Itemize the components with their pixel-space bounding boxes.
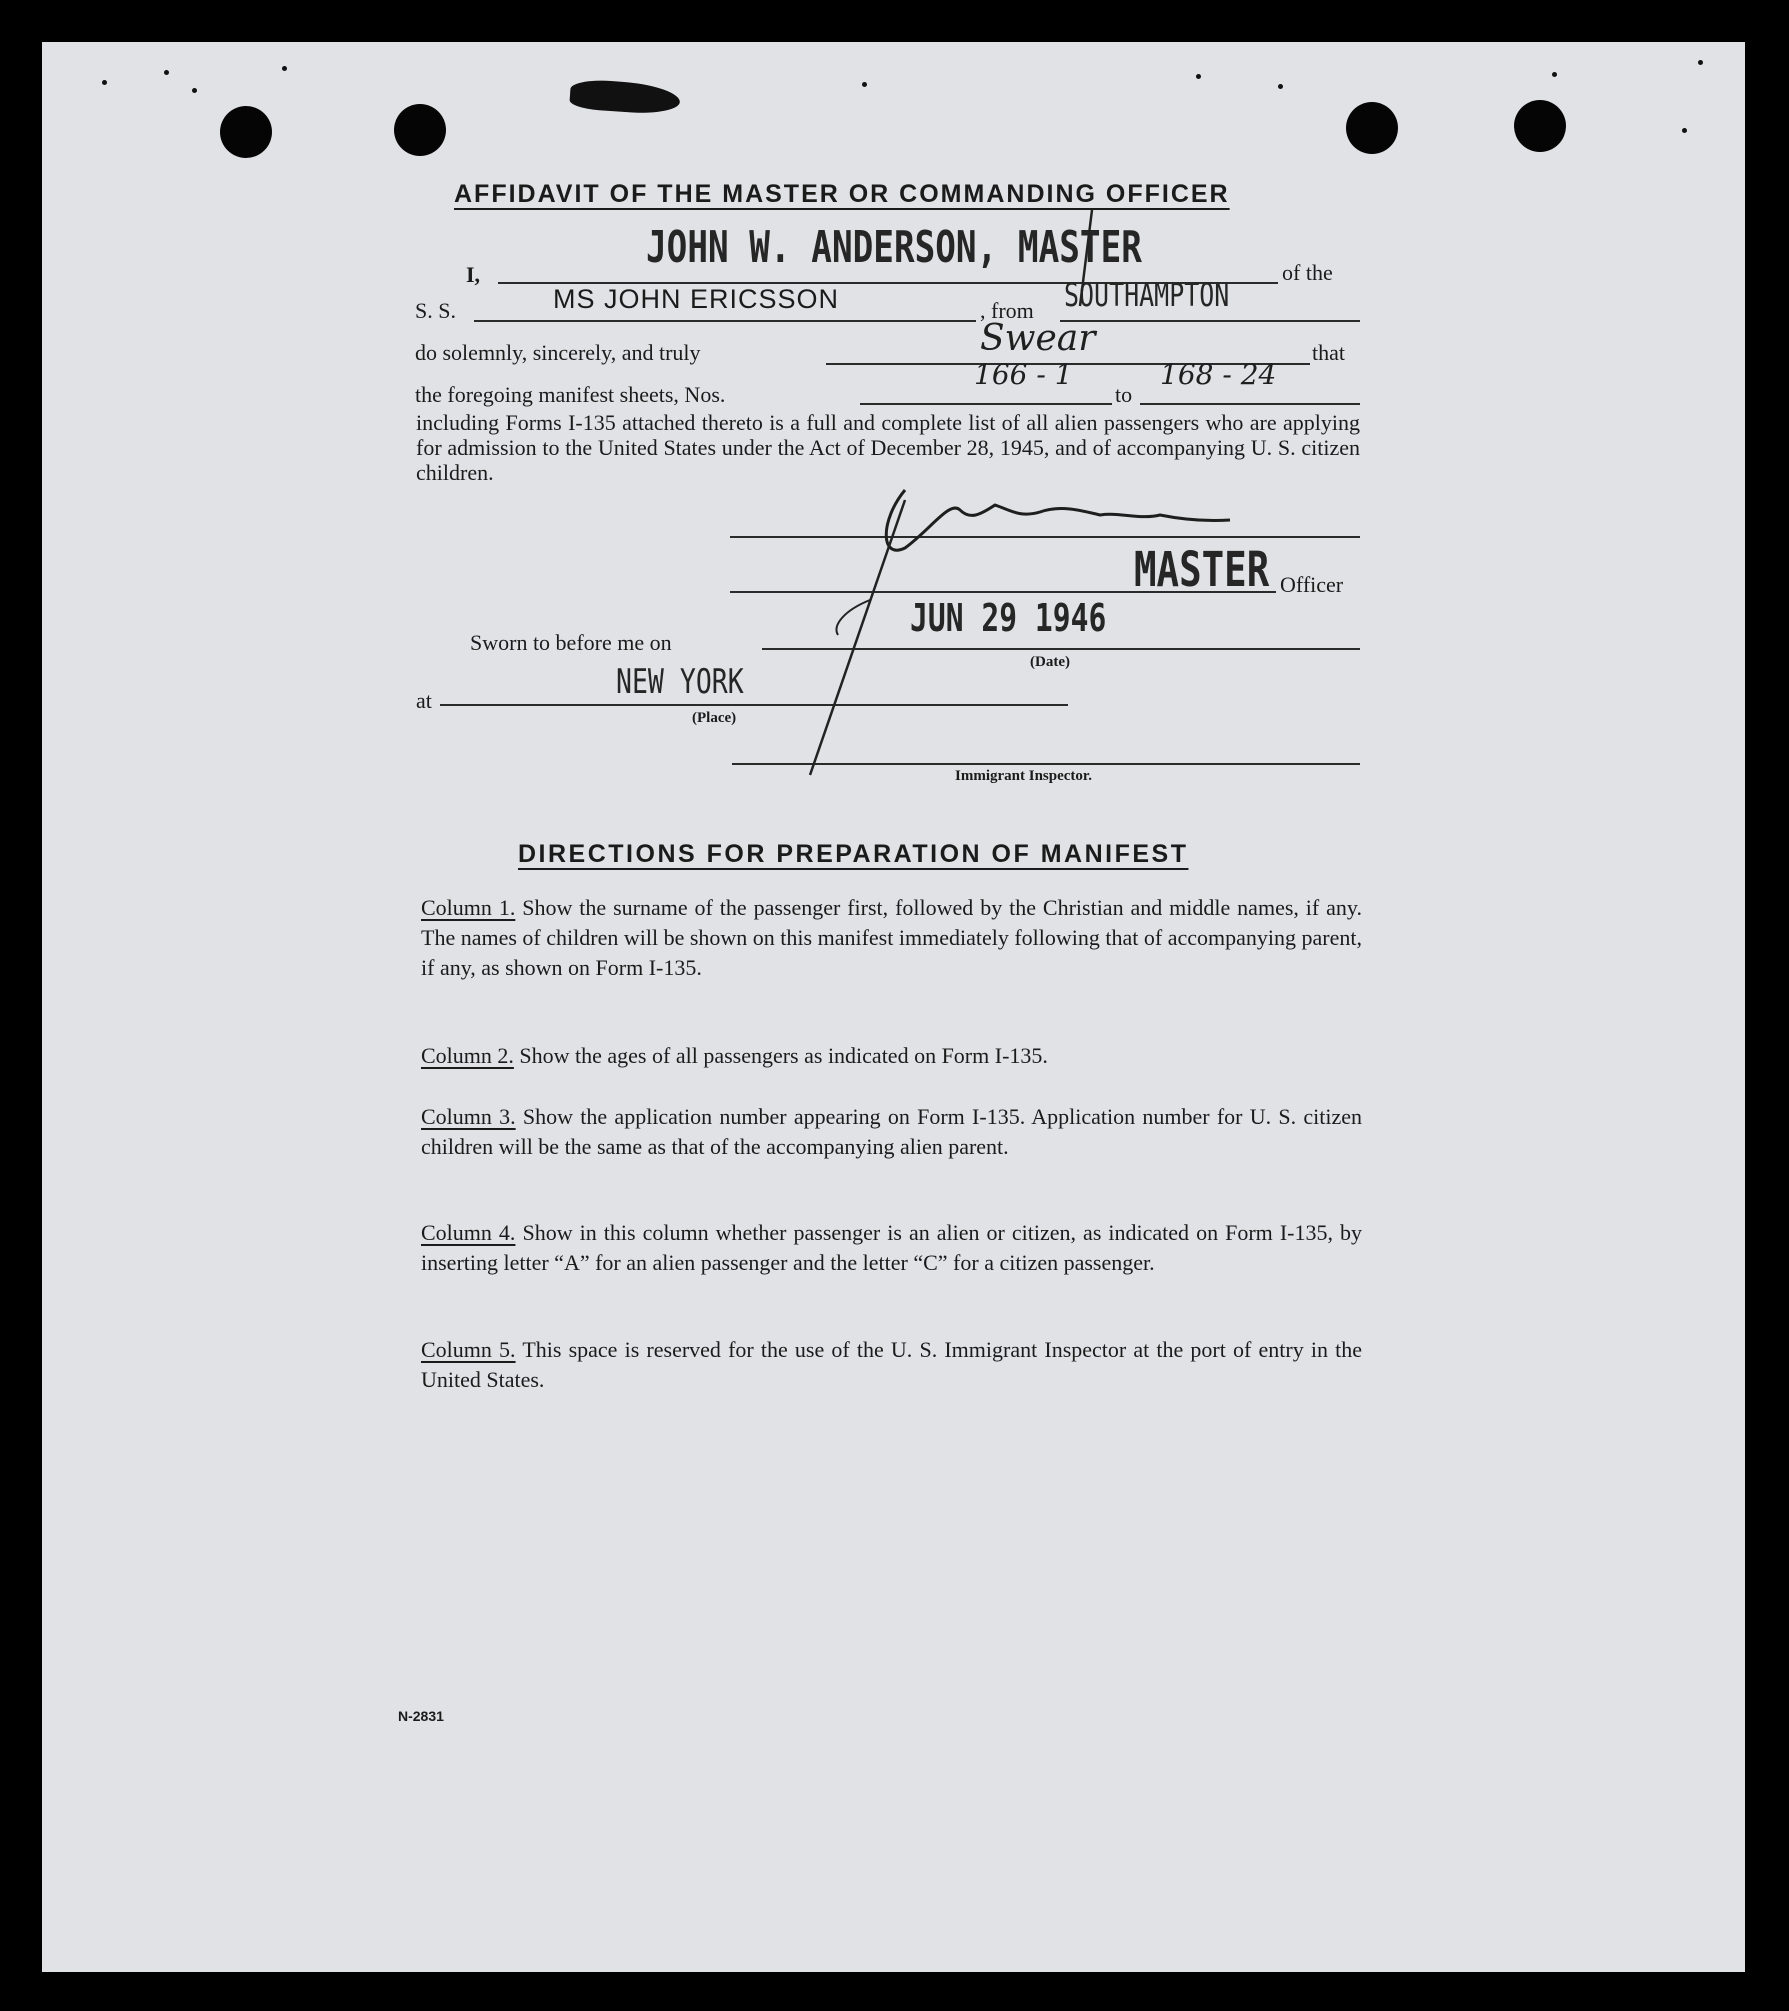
that-label: that — [1312, 340, 1345, 365]
column-text: Show the surname of the passenger first, followed by the Christian and middle names, if any. The names of children will be shown on this manifest immediately following that of accompanying parent, if any, as shown on Form I-135. — [421, 895, 1362, 980]
column-text: Show the ages of all passengers as indicated on Form I-135. — [519, 1043, 1048, 1068]
of-the-label: of the — [1282, 260, 1333, 285]
sheet-to-label: to — [1115, 382, 1133, 407]
signature-stroke — [886, 490, 1230, 550]
directions-item — [421, 1102, 1362, 1162]
sworn-label: Sworn to before me on — [470, 630, 672, 655]
at-label: at — [416, 688, 432, 713]
oath-handwriting: Swear — [980, 318, 1096, 359]
ship-name: MS JOHN ERICSSON — [553, 284, 840, 314]
column-label: Column 3. — [421, 1104, 516, 1129]
place-caption: (Place) — [692, 710, 737, 726]
column-text: This space is reserved for the use of the U. S. Immigrant Inspector at the port of entry in the United States. — [421, 1337, 1363, 1392]
officer-title-stamp: MASTER — [1134, 542, 1270, 598]
sheet-from-handwriting: 166 - 1 — [974, 358, 1073, 391]
affidavit-body: including Forms I-135 attached thereto is a full and complete list of all alien passengers who are applying for admission to the United States under the Act of December 28, 1945, and of accompanying U. S. citizen children. — [416, 410, 1360, 485]
check-mark — [1080, 210, 1092, 306]
column-text: Show the application number appearing on Form I-135. Application number for U. S. citizen children will be the same as that of the accompanying alien parent. — [421, 1104, 1362, 1159]
officer-label: Officer — [1280, 572, 1344, 597]
directions-title: DIRECTIONS FOR PREPARATION OF MANIFEST — [518, 840, 1189, 868]
master-name-stamp: JOHN W. ANDERSON, MASTER — [646, 222, 1142, 273]
sworn-date-stamp: JUN 29 1946 — [910, 596, 1107, 640]
ss-label: S. S. — [415, 298, 456, 323]
column-label: Column 5. — [421, 1337, 516, 1362]
column-label: Column 1. — [421, 895, 516, 920]
from-label: , from — [980, 298, 1034, 323]
directions-item — [421, 1041, 1362, 1071]
inspector-caption: Immigrant Inspector. — [955, 768, 1092, 784]
i-label: I, — [466, 262, 481, 287]
directions-item — [421, 893, 1362, 983]
affidavit-title: AFFIDAVIT OF THE MASTER OR COMMANDING OFFICER — [454, 180, 1230, 208]
place-stamp: NEW YORK — [616, 662, 744, 702]
column-label: Column 4. — [421, 1220, 516, 1245]
from-port-stamp: SOUTHAMPTON — [1064, 276, 1230, 314]
form-number: N-2831 — [398, 1708, 444, 1724]
column-text: Show in this column whether passenger is an alien or citizen, as indicated on Form I-135, by inserting letter “A” for an alien passenger and the letter “C” for a citizen passenger. — [421, 1220, 1362, 1275]
directions-item — [421, 1335, 1362, 1395]
column-label: Column 2. — [421, 1043, 514, 1068]
directions-item — [421, 1218, 1362, 1278]
solemnly-label: do solemnly, sincerely, and truly — [415, 340, 701, 365]
signature-slash — [810, 500, 905, 775]
date-caption: (Date) — [1030, 654, 1070, 670]
sheets-label: the foregoing manifest sheets, Nos. — [415, 382, 726, 407]
sheet-to-handwriting: 168 - 24 — [1160, 358, 1277, 391]
